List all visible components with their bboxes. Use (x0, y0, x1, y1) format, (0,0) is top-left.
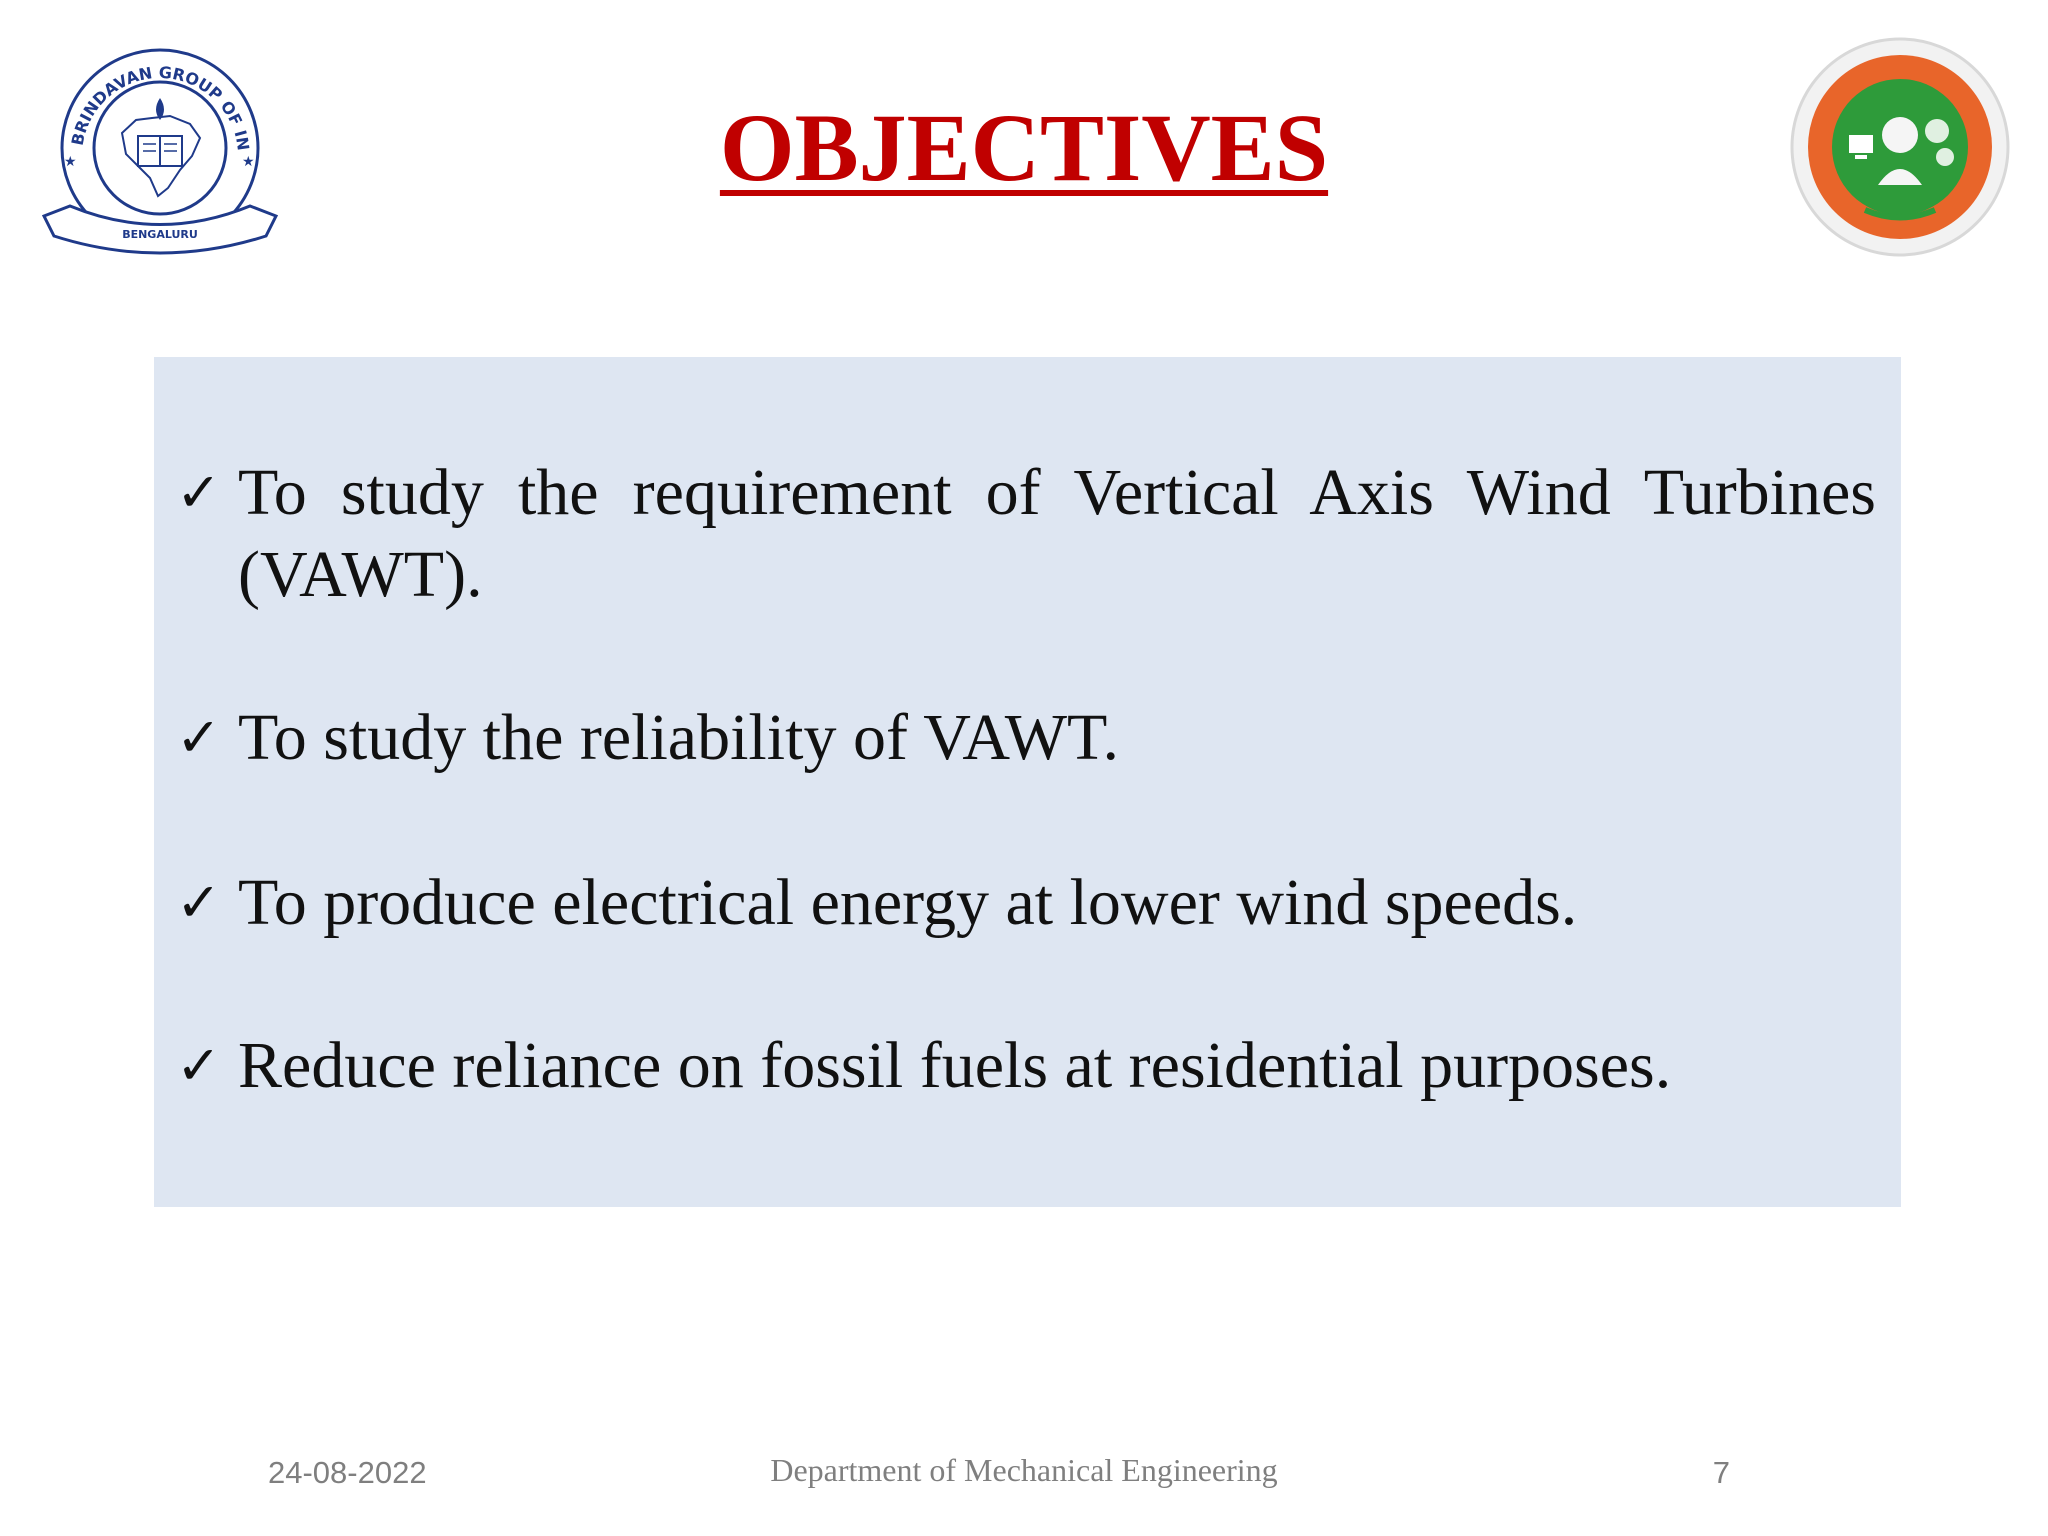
objective-text: To produce electrical energy at lower wind speeds. (238, 866, 1578, 939)
page-title: OBJECTIVES (719, 94, 1329, 201)
vtu-logo (1785, 35, 2015, 260)
checkmark-icon: ✓ (176, 461, 222, 524)
objective-text-cont: (VAWT). (238, 538, 483, 611)
svg-text:★: ★ (242, 154, 255, 170)
footer-department: Department of Mechanical Engineering (770, 1452, 1278, 1488)
objective-item (176, 1025, 1876, 1107)
objectives-box (154, 357, 1901, 1207)
page-number: 7 (1712, 1455, 1730, 1490)
checkmark-icon: ✓ (176, 706, 222, 769)
logo-arc-text: BRINDAVAN GROUP OF IN (67, 62, 253, 152)
objective-text: To study the reliability of VAWT. (238, 701, 1119, 774)
objective-item (176, 452, 1876, 616)
logo-ribbon-text: BENGALURU (122, 228, 198, 241)
objective-item (176, 697, 1876, 779)
svg-text:★: ★ (64, 154, 77, 170)
footer-date: 24-08-2022 (268, 1455, 427, 1490)
objective-text: Reduce reliance on fossil fuels at residential purposes. (238, 1029, 1672, 1102)
checkmark-icon: ✓ (176, 871, 222, 934)
objective-item (176, 862, 1876, 944)
checkmark-icon: ✓ (176, 1034, 222, 1097)
objective-text: To study the requirement of Vertical Axis Wind Turbines (238, 456, 1876, 529)
